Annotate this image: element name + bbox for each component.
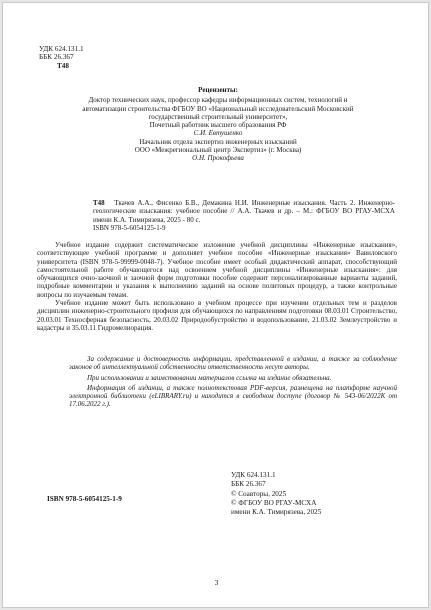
reviewer1-line: государственный строительный университет», bbox=[148, 112, 288, 121]
reviewers-heading: Рецензенты: bbox=[198, 86, 238, 94]
publication-notes bbox=[69, 355, 397, 411]
reviewer1-line: автоматизации строительства ФГБОУ ВО «Национальный исследовательский Московский bbox=[82, 104, 354, 113]
copyright-university: © ФГБОУ ВО РГАУ-МСХА bbox=[231, 498, 317, 507]
abstract-paragraph-1: Учебное издание содержит систематическое изложение учебной дисциплины «Инженерные изыскания», соответствующее учебной программе и дополняет учебное пособие «Инженерные изыскания» Вавиловского университета (ISBN 978-5-99999-0048-7). Учебное пособие имеет особый дидактический аппарат, способствующий самостоятельной работе обучающегося над освоением учебной дисциплины «Инженерные изыскания»: для обучающихся очно-заочной и заочной форм подготовки пособие содержит персонализированные варианты заданий, подробные комментарии и указания к выполнению заданий на основе политовых процедур, а также контрольные вопросы по изучаемым темам. bbox=[37, 241, 397, 299]
right-udk: УДК 624.131.1 bbox=[231, 471, 276, 479]
biblio-isbn: ISBN 978-5-6054125-1-9 bbox=[93, 223, 166, 232]
copyright-university-name: имени К.А. Тимирязева, 2025 bbox=[231, 508, 322, 517]
author-mark: Т48 bbox=[57, 61, 69, 70]
reviewer1-line: Доктор технических наук, профессор кафедры информационных систем, технологий и bbox=[88, 96, 348, 105]
page-number: 3 bbox=[214, 578, 219, 587]
note-elibrary: Информация об издании, а также полнотекстовая PDF-версия, размещена на платформе научной электронной библиотеки (eLIBRARY.ru) и находится в свободном доступе (договор № 543-06/2022К от 17.06.2022 г.). bbox=[69, 383, 397, 409]
abstract-paragraph-2: Учебное издание может быть использовано в учебном процессе при изучении отдельных тем и разделов дисциплин инженерно-строительного профиля для обучающихся по направлениям подготовки 08.03.01 Строительство, 20.03.01 Техносферная безопасность, 20.03.02 Природообустройство и водопользование, 21.03.02 Землеустройство и кадастры и 35.03.11 Гидромелиорация. bbox=[37, 299, 397, 332]
right-bbk: ББК 26.367 bbox=[231, 480, 266, 489]
biblio-text: Ткачев А.А., Фисенко Б.В., Демакина Н.И. Инженерные изыскания. Часть 2. Инженерно-геологические изыскания: учебное пособие // А.А. Ткачев и др. – М.: ФГБОУ ВО РГАУ-МСХА имени К.А. Тимирязева, 2025 - 80 с. bbox=[93, 199, 396, 224]
classification-codes bbox=[39, 45, 84, 70]
reviewer2-line: ООО «Межрегиональный центр Экспертиз» (г. Москва) bbox=[134, 146, 302, 155]
reviewer1-name: С.И. Евтушенко bbox=[193, 129, 243, 138]
document-page bbox=[2, 2, 429, 608]
note-citation: При использовании и заимствовании материалов ссылка на издание обязательна. bbox=[87, 373, 332, 382]
reviewer1-line: Почетный работник высшего образования РФ bbox=[149, 121, 287, 130]
reviewers-block bbox=[43, 86, 393, 163]
udk-code: УДК 624.131.1 bbox=[39, 45, 84, 53]
abstract bbox=[37, 241, 397, 332]
copyright-authors: © Соавторы, 2025 bbox=[231, 489, 287, 498]
bbk-code: ББК 26.367 bbox=[39, 53, 74, 62]
copyright-block bbox=[231, 471, 401, 517]
biblio-mark: Т48 bbox=[93, 199, 105, 207]
reviewer2-name: О.Н. Прокофьева bbox=[192, 154, 244, 163]
note-responsibility: За содержание и достоверность информации, представленной в издании, а также за соблюдение законов об интеллектуальной собственности ответственность несут авторы. bbox=[69, 355, 397, 372]
reviewer2-line: Начальник отдела экспертиз инженерных изысканий bbox=[139, 137, 297, 146]
bibliographic-record bbox=[93, 199, 395, 232]
isbn-bottom: ISBN 978-5-6054125-1-9 bbox=[47, 495, 122, 503]
